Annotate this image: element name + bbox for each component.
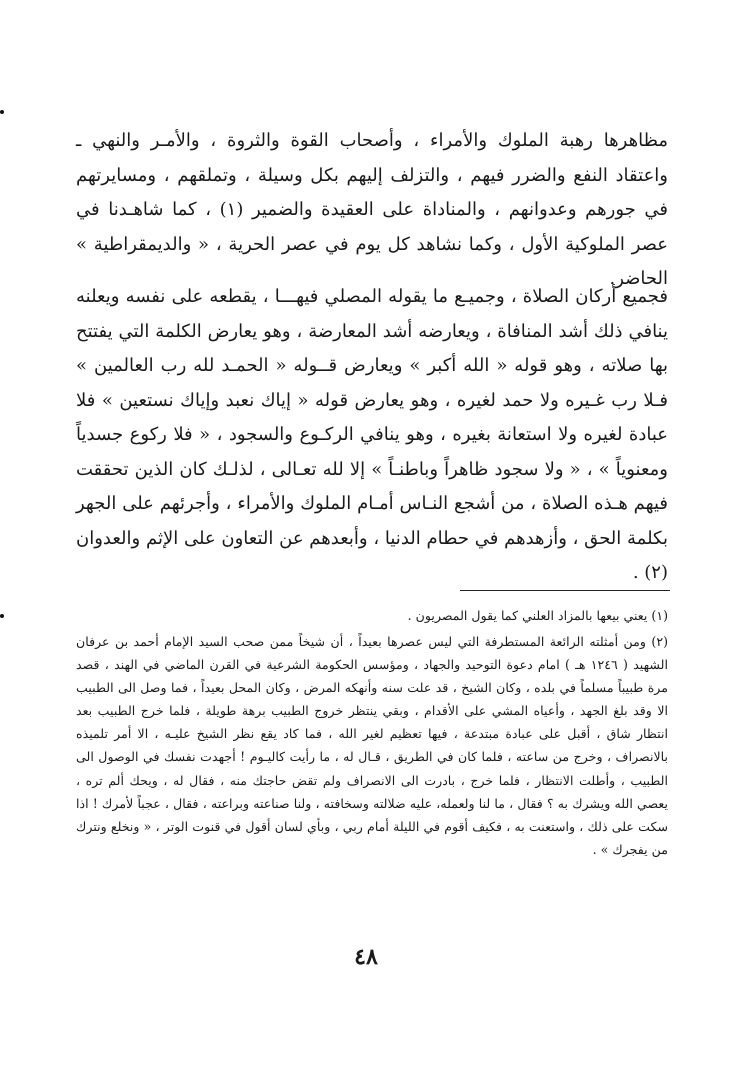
footnote-separator: [460, 590, 670, 591]
body-paragraph-2: فجميع أركان الصلاة ، وجميـع ما يقوله المصلي فيهـــا ، يقطعه على نفسه ويعلنه ينافي ذلك أشد المنافاة ، ويعارضه أشد المعارضة ، وهو يعارض الكلمة التي يفتتح بها صلاته ، وهو قوله « الله أكبر » ويعارض قــوله « الحمـد لله رب العالمين » فـلا رب غـيره ولا حمد لغيره ، وهو يعارض قوله « إياك نعبد وإياك نستعين » فلا عبادة لغيره ولا استعانة بغيره ، وهو ينافي الركـوع والسجود ، « فلا ركوع جسدياً ومعنوياً » ، « ولا سجود ظاهراً وباطنـاً » إلا لله تعـالى ، لذلـك كان الذين تحققت فيهم هـذه الصلاة ، من أشجع النـاس أمـام الملوك والأمراء ، وأجرئهم على الجهر بكلمة الحق ، وأزهدهم في حطام الدنيا ، وأبعدهم عن التعاون على الإثم والعدوان (٢) .: [76, 286, 668, 583]
scan-edge-mark: [0, 614, 4, 618]
body-paragraph-1: مظاهرها رهبة الملوك والأمراء ، وأصحاب القوة والثروة ، والأمـر والنهي ـ واعتقاد النفع والضرر فيهم ، والتزلف إليهم بكل وسيلة ، وتملقهم ، ومسايرتهم في جورهم وعدوانهم ، والمناداة على العقيدة والضمير (١) ، كما شاهـدنا في عصر الملوكية الأول ، وكما نشاهد كل يوم في عصر الحرية ، « والديمقراطية » الحاضر.: [76, 130, 668, 289]
page-number: ٤٨: [354, 944, 378, 970]
footnote-1: (١) يعني بيعها بالمزاد العلني كما يقول المصريون .: [407, 608, 668, 623]
scan-edge-mark: [0, 110, 4, 114]
footnote-2: (٢) ومن أمثلته الرائعة المستطرفة التي ليس عصرها بعيداً ، أن شيخاً ممن صحب السيد الإمام أحمد بن عرفان الشهيد ( ١٢٤٦ هـ ) امام دعوة التوحيد والجهاد ، ومؤسس الحكومة الشرعية في القرن الماضي في الهند ، قصد مرة طبيباً مسلماً في بلده ، وكان الشيخ ، قد علت سنه وأنهكه المرض ، وكان المحل بعيداً ، فما وصل الى الطبيب الا وقد بلغ الجهد ، وأعياه المشي على الأقدام ، وبقي ينتظر خروج الطبيب برهة طويلة ، فلما خرج الطبيب بعد انتظار شاق ، أقبل على عبادة مبتدعة ، فيها تعظيم لغير الله ، فما كاد يقع نظر الشيخ عليـه ، الا أمر تلميذه بالانصراف ، وخرج من ساعته ، فلما كان في الطريق ، قـال له ، ما رأيت كاليـوم ! أجهدت نفسك في الوصول الى الطبيب ، وأطلت الانتظار ، فلما خرج ، بادرت الى الانصراف ولم تقض حاجتك منه ، فقال له ، ويحك ألم تره ، يعصي الله ويشرك به ؟ فقال ، ما لنا ولعمله، عليه ضلالته وسخافته ، ولنا صناعته وبراعته ، فقال ، عجباً لأمرك ! اذا سكت على ذلك ، واستعنت به ، فكيف أقوم في الليلة أمام ربي ، وبأي لسان أقول في قنوت الوتر ، « ونخلع ونترك من يفجرك » .: [76, 634, 668, 857]
